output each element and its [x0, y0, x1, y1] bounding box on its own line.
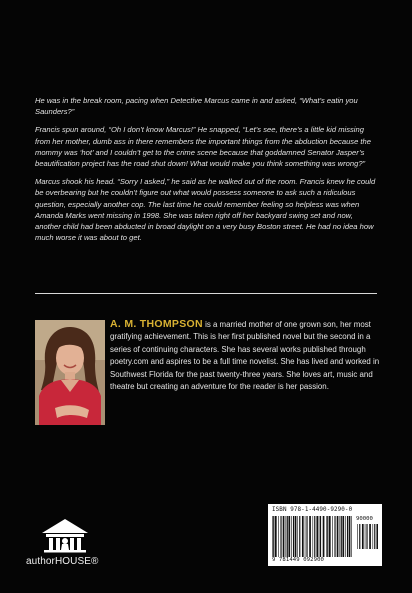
barcode-bar: [357, 524, 358, 549]
barcode-bar: [302, 516, 304, 557]
author-bio: [110, 318, 382, 393]
barcode-bar: [326, 516, 327, 557]
excerpt-paragraph-1: He was in the break room, pacing when Detective Marcus came in and asked, “What’s eatin you Saunders?”: [35, 96, 358, 117]
barcode-bar: [306, 516, 307, 557]
barcode-bar: [365, 524, 366, 549]
barcode-bar: [297, 516, 298, 557]
isbn-barcode: [268, 504, 382, 566]
price-barcode-bars: [356, 524, 378, 549]
barcode-bar: [340, 516, 341, 557]
author-portrait-image: [35, 320, 105, 425]
book-excerpt: [35, 95, 380, 250]
isbn-number: ISBN 978-1-4490-9290-0: [272, 507, 353, 513]
author-name: A. M. THOMPSON: [110, 318, 203, 330]
barcode-bar: [295, 516, 297, 557]
barcode-bar: [349, 516, 351, 557]
barcode-bar: [272, 516, 273, 557]
barcode-bar: [319, 516, 320, 557]
barcode-bar: [347, 516, 348, 557]
barcode-bar: [288, 516, 290, 557]
barcode-bar: [329, 516, 331, 557]
excerpt-paragraph-2: Francis spun around, “Oh I don’t know Marcus!” He snapped, “Let’s see, there’s a little kid missing from her mother, dumb ass in there remembers the important things from the abduction because the mommy was ‘hot’ and I couldn’t get to the crime scene because that goddamned Senator Jasper’s beautification project has the road shut down! What would make you think something was wrong?”: [35, 125, 371, 169]
barcode-bar: [293, 516, 294, 557]
barcode-bar: [316, 516, 318, 557]
barcode-bars: [271, 516, 353, 557]
barcode-bar: [283, 516, 285, 557]
barcode-bar: [323, 516, 325, 557]
barcode-bar: [362, 524, 364, 549]
barcode-bar: [374, 524, 375, 549]
barcode-bar: [273, 516, 274, 557]
barcode-bar: [334, 516, 335, 557]
barcode-bar: [373, 524, 374, 549]
barcode-bar: [369, 524, 371, 549]
barcode-bar: [366, 524, 367, 549]
barcode-bar: [278, 516, 279, 557]
barcode-digits: 9 781449 092900: [272, 557, 325, 563]
barcode-bar: [327, 516, 328, 557]
divider-line: [35, 293, 377, 294]
barcode-bar: [287, 516, 288, 557]
author-photo: [35, 320, 105, 425]
barcode-bar: [291, 516, 292, 557]
barcode-bar: [280, 516, 281, 557]
barcode-bar: [313, 516, 314, 557]
barcode-bar: [351, 516, 352, 557]
excerpt-paragraph-3: Marcus shook his head. “Sorry I asked,” he said as he walked out of the room. Francis knew he could be overbearing but he couldn’t figure out what would possess someone to ask such a ridiculous question, especially another cop. The last time he could remember feeling so helpless was when Amanda Marks went missing in 1998. She was taken right off her backyard swing set and now, another child had been abducted in broad daylight on a very busy Boston street. He had no idea how much worse it was about to get.: [35, 177, 376, 243]
barcode-bar: [309, 516, 311, 557]
barcode-bar: [345, 516, 346, 557]
barcode-bar: [286, 516, 287, 557]
authorhouse-house-logo-icon: [40, 517, 90, 553]
barcode-bar: [320, 516, 321, 557]
barcode-bar: [314, 516, 315, 557]
price-code: 90000: [356, 516, 373, 522]
barcode-bar: [359, 524, 360, 549]
barcode-bar: [376, 524, 378, 549]
publisher-name: authorHOUSE®: [26, 556, 99, 567]
barcode-bar: [275, 516, 277, 557]
barcode-bar: [305, 516, 306, 557]
barcode-bar: [332, 516, 333, 557]
barcode-bar: [299, 516, 300, 557]
barcode-bar: [341, 516, 342, 557]
author-bio-text: is a married mother of one grown son, her most gratifying achievement. This is her first published novel but the second in a series of continuing characters. She has several works published through poetry.com and aspires to be a full time novelist. She has lived and worked in Southwest Florida for the past twenty-three years. She loves art, music and theatre but creating an adventure for the reader is her passion.: [110, 320, 380, 392]
barcode-bar: [337, 516, 339, 557]
barcode-bar: [342, 516, 344, 557]
